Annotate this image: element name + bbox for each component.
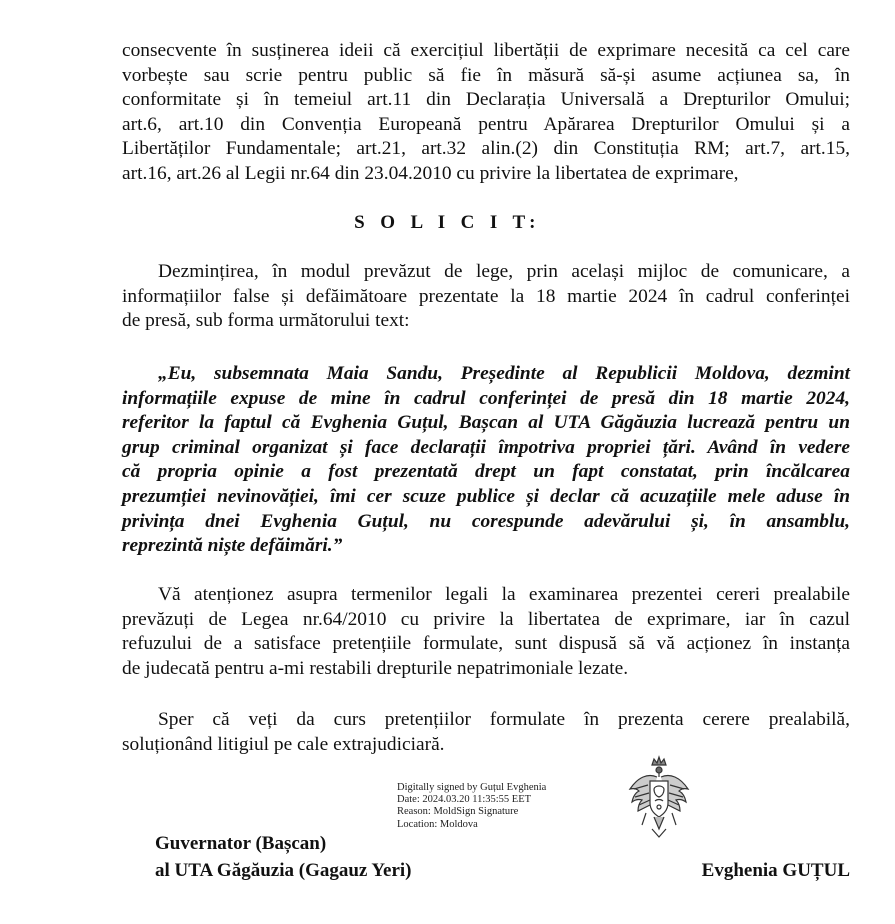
text-line: de judecată pentru a-mi restabili drepturile nepatrimoniale lezate.	[122, 657, 629, 679]
text-line: consecvente în susținerea ideii că exercițiul libertății de exprimare necesită ca cel care	[122, 40, 850, 61]
signatory-title-line1: Guvernator (Bașcan)	[155, 833, 327, 854]
text-line: informațiilor false și defăimătoare prezentate la 18 martie 2024 în cadrul conferinței	[122, 285, 850, 307]
signature-location: Location: Moldova	[397, 818, 478, 830]
text-line: art.16, art.26 al Legii nr.64 din 23.04.2010 cu privire la libertatea de exprimare,	[122, 162, 739, 184]
text-line: vorbește sau scrie pentru public să fie în măsură să-și asume acțiunea sa, în	[122, 64, 850, 86]
paragraph-legal-basis	[122, 39, 850, 187]
text-line: referitor la faptul că Evghenia Guțul, Bașcan al UTA Găgăuzia lucrează pentru un	[122, 412, 850, 434]
signatory-title-line2: al UTA Găgăuzia (Gagauz Yeri)	[155, 860, 412, 881]
paragraph-closing	[122, 708, 850, 757]
text-line: informațiile expuse de mine în cadrul conferinței de presă din 18 martie 2024,	[122, 387, 850, 409]
text-line: privința dnei Evghenia Guțul, nu corespunde adevărului și, în ansamblu,	[122, 510, 850, 532]
section-heading: S O L I C I T:	[354, 212, 541, 233]
signature-date: Date: 2024.03.20 11:35:55 EET	[397, 794, 532, 806]
text-line: de presă, sub forma următorului text:	[122, 310, 410, 332]
digital-signature-block	[397, 782, 546, 831]
paragraph-warning	[122, 583, 850, 681]
signature-signed-by: Digitally signed by Guțul Evghenia	[397, 782, 547, 793]
text-line: refuzului de a satisface pretențiile formulate, sunt dispusă să vă acționez în instanța	[122, 633, 850, 655]
text-line: Vă atenționez asupra termenilor legali la examinarea prezentei cereri prealabile	[158, 584, 850, 605]
text-line: Libertăților Fundamentale; art.21, art.32 alin.(2) din Constituția RM; art.7, art.15,	[122, 138, 850, 160]
text-line: Dezmințirea, în modul prevăzut de lege, prin același mijloc de comunicare, a	[158, 261, 850, 282]
paragraph-request	[122, 260, 850, 334]
signature-reason: Reason: MoldSign Signature	[397, 806, 519, 818]
text-line: grup criminal organizat și face declarații împotriva propriei țări. Având în vedere	[122, 436, 850, 458]
signatory-title	[155, 830, 411, 884]
text-line: Sper că veți da curs pretențiilor formulate în prezenta cerere prealabilă,	[158, 709, 850, 730]
text-line: soluționând litigiul pe cale extrajudiciară.	[122, 733, 445, 755]
text-line: prevăzuți de Legea nr.64/2010 cu privire la libertatea de exprimare, iar în cazul	[122, 608, 850, 630]
text-line: reprezintă niște defăimări.”	[122, 535, 343, 557]
text-line: că propria opinie a fost prezentată drept un fapt constatat, prin încălcarea	[122, 461, 850, 483]
text-line: art.6, art.10 din Convenția Europeană pentru Apărarea Drepturilor Omului și a	[122, 113, 850, 135]
text-line: conformitate și în temeiul art.11 din Declarația Universală a Drepturilor Omului;	[122, 89, 850, 111]
text-line: prezumției nevinovăției, îmi cer scuze publice și declar că acuzațiile mele aduse în	[122, 485, 850, 507]
retraction-quote	[122, 362, 850, 559]
signatory-name: Evghenia GUȚUL	[701, 860, 850, 881]
moldova-coat-of-arms-icon	[624, 755, 694, 843]
text-line: „Eu, subsemnata Maia Sandu, Președinte al Republicii Moldova, dezmint	[158, 363, 850, 384]
